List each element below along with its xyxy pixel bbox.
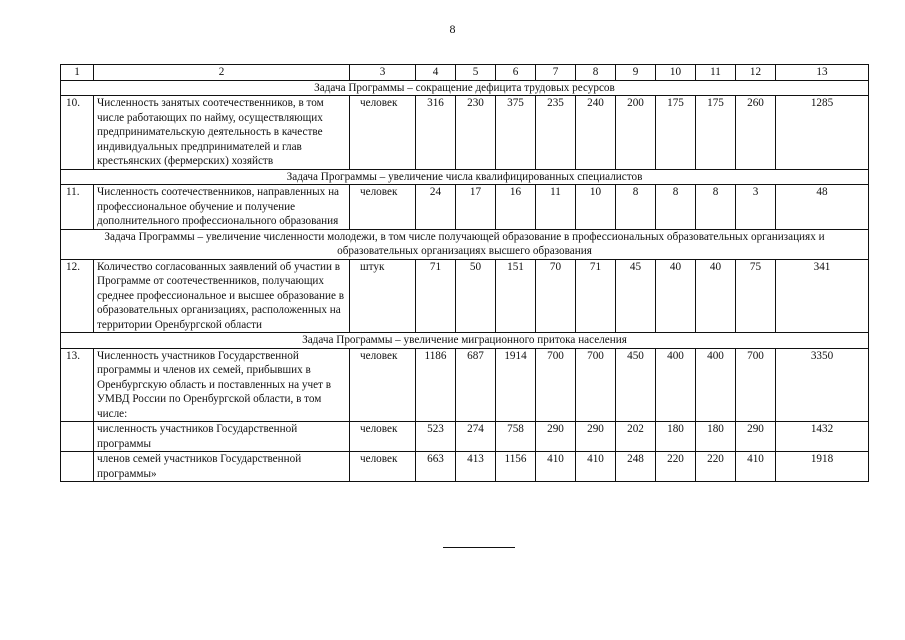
value-cell: 175 <box>656 96 696 170</box>
total-cell: 1285 <box>776 96 869 170</box>
table-body <box>61 65 869 482</box>
section-title: Задача Программы – увеличение численности молодежи, в том числе получающей образование в профессиональных образовательных организациях и образовательных организациях высшего образования <box>61 229 869 259</box>
value-cell: 220 <box>656 452 696 482</box>
header-row <box>61 65 869 81</box>
unit-cell: штук <box>350 259 416 333</box>
row-number: 12. <box>61 259 94 333</box>
value-cell: 8 <box>696 185 736 230</box>
value-cell: 400 <box>696 348 736 422</box>
header-cell: 5 <box>456 65 496 81</box>
unit-cell: человек <box>350 452 416 482</box>
value-cell: 10 <box>576 185 616 230</box>
section-row <box>61 229 869 259</box>
table-row <box>61 422 869 452</box>
value-cell: 240 <box>576 96 616 170</box>
section-title: Задача Программы – увеличение числа квалифицированных специалистов <box>61 169 869 185</box>
value-cell: 290 <box>536 422 576 452</box>
header-cell: 2 <box>94 65 350 81</box>
section-title: Задача Программы – увеличение миграционного притока населения <box>61 333 869 349</box>
value-cell: 375 <box>496 96 536 170</box>
row-number: 10. <box>61 96 94 170</box>
value-cell: 16 <box>496 185 536 230</box>
value-cell: 220 <box>696 452 736 482</box>
row-number: 11. <box>61 185 94 230</box>
value-cell: 248 <box>616 452 656 482</box>
header-cell: 4 <box>416 65 456 81</box>
value-cell: 316 <box>416 96 456 170</box>
indicator-name: Численность занятых соотечественников, в том числе работающих по найму, осуществляющих предпринимательскую деятельность в качестве индивидуальных предпринимателей и глав крестьянских (фермерских) хозяйств <box>94 96 350 170</box>
header-cell: 10 <box>656 65 696 81</box>
value-cell: 410 <box>536 452 576 482</box>
value-cell: 260 <box>736 96 776 170</box>
page-number: 8 <box>449 22 456 36</box>
value-cell: 180 <box>656 422 696 452</box>
value-cell: 40 <box>656 259 696 333</box>
value-cell: 700 <box>536 348 576 422</box>
header-cell: 7 <box>536 65 576 81</box>
total-cell: 341 <box>776 259 869 333</box>
header-cell: 1 <box>61 65 94 81</box>
header-cell: 9 <box>616 65 656 81</box>
table-row <box>61 96 869 170</box>
value-cell: 71 <box>576 259 616 333</box>
value-cell: 700 <box>576 348 616 422</box>
value-cell: 758 <box>496 422 536 452</box>
value-cell: 230 <box>456 96 496 170</box>
value-cell: 3 <box>736 185 776 230</box>
section-title: Задача Программы – сокращение дефицита трудовых ресурсов <box>61 80 869 96</box>
unit-cell: человек <box>350 348 416 422</box>
value-cell: 700 <box>736 348 776 422</box>
indicator-name: Численность участников Государственной программы и членов их семей, прибывших в Оренбургскую область и поставленных на учет в УМВД России по Оренбургской области, в том числе: <box>94 348 350 422</box>
value-cell: 1186 <box>416 348 456 422</box>
value-cell: 70 <box>536 259 576 333</box>
value-cell: 180 <box>696 422 736 452</box>
total-cell: 3350 <box>776 348 869 422</box>
unit-cell: человек <box>350 96 416 170</box>
value-cell: 290 <box>576 422 616 452</box>
value-cell: 450 <box>616 348 656 422</box>
value-cell: 8 <box>656 185 696 230</box>
value-cell: 413 <box>456 452 496 482</box>
value-cell: 687 <box>456 348 496 422</box>
row-number <box>61 422 94 452</box>
value-cell: 40 <box>696 259 736 333</box>
section-row <box>61 169 869 185</box>
header-cell: 3 <box>350 65 416 81</box>
header-cell: 11 <box>696 65 736 81</box>
value-cell: 400 <box>656 348 696 422</box>
unit-cell: человек <box>350 185 416 230</box>
value-cell: 75 <box>736 259 776 333</box>
value-cell: 410 <box>576 452 616 482</box>
value-cell: 663 <box>416 452 456 482</box>
indicator-name: Численность соотечественников, направленных на профессиональное обучение и получение дополнительного профессионального образования <box>94 185 350 230</box>
table-row <box>61 348 869 422</box>
table-row <box>61 259 869 333</box>
value-cell: 45 <box>616 259 656 333</box>
value-cell: 1156 <box>496 452 536 482</box>
value-cell: 50 <box>456 259 496 333</box>
total-cell: 1432 <box>776 422 869 452</box>
value-cell: 202 <box>616 422 656 452</box>
total-cell: 1918 <box>776 452 869 482</box>
value-cell: 200 <box>616 96 656 170</box>
header-cell: 13 <box>776 65 869 81</box>
value-cell: 8 <box>616 185 656 230</box>
value-cell: 71 <box>416 259 456 333</box>
section-row <box>61 80 869 96</box>
unit-cell: человек <box>350 422 416 452</box>
value-cell: 274 <box>456 422 496 452</box>
header-cell: 12 <box>736 65 776 81</box>
section-row <box>61 333 869 349</box>
value-cell: 235 <box>536 96 576 170</box>
indicators-table <box>60 64 869 482</box>
value-cell: 290 <box>736 422 776 452</box>
indicator-name: численность участников Государственной программы <box>94 422 350 452</box>
value-cell: 175 <box>696 96 736 170</box>
value-cell: 1914 <box>496 348 536 422</box>
row-number: 13. <box>61 348 94 422</box>
header-cell: 8 <box>576 65 616 81</box>
value-cell: 410 <box>736 452 776 482</box>
row-number <box>61 452 94 482</box>
header-cell: 6 <box>496 65 536 81</box>
indicator-name: Количество согласованных заявлений об участии в Программе от соотечественников, получающих среднее профессиональное и высшее образование в образовательных организациях, расположенных на территории Оренбургской области <box>94 259 350 333</box>
table-row <box>61 452 869 482</box>
value-cell: 151 <box>496 259 536 333</box>
value-cell: 17 <box>456 185 496 230</box>
indicator-name: членов семей участников Государственной программы» <box>94 452 350 482</box>
footer-divider <box>443 547 515 548</box>
value-cell: 11 <box>536 185 576 230</box>
total-cell: 48 <box>776 185 869 230</box>
table-row <box>61 185 869 230</box>
value-cell: 24 <box>416 185 456 230</box>
value-cell: 523 <box>416 422 456 452</box>
